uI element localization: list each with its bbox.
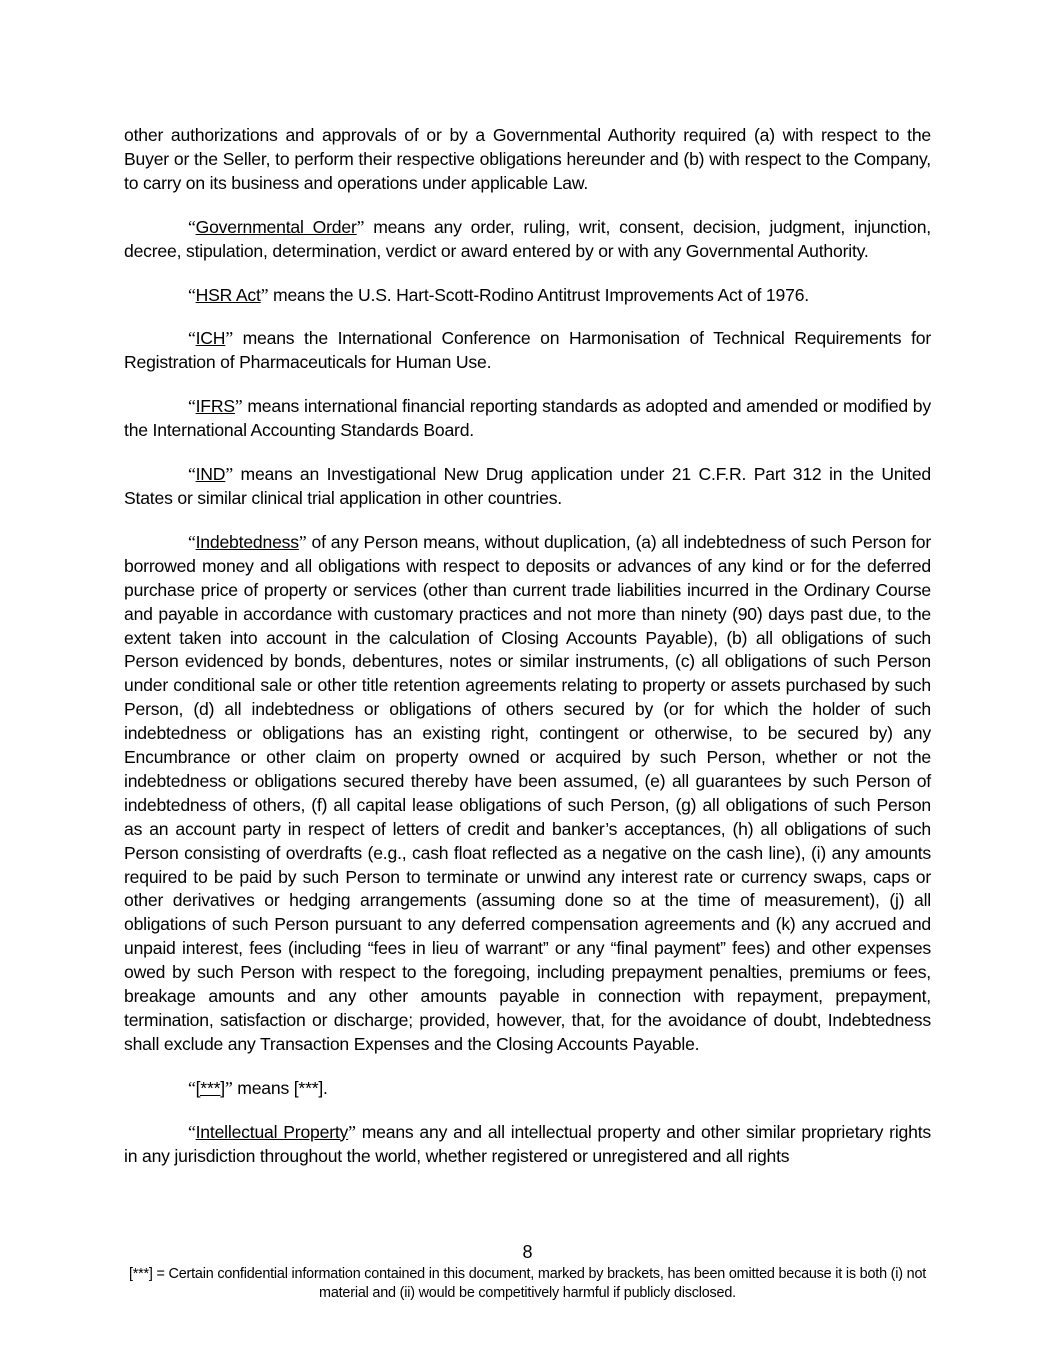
definition-text: means international financial reporting standards as adopted and amended or modified by the International Accounting Standards Board.	[124, 396, 931, 441]
defined-term: HSR Act	[195, 284, 261, 305]
close-quote: ”	[260, 284, 269, 305]
open-quote: “	[188, 1077, 196, 1098]
close-quote: ”	[348, 1121, 356, 1142]
definition-hsr-act	[124, 284, 931, 308]
definition-text: means an Investigational New Drug application under 21 C.F.R. Part 312 in the United States or similar clinical trial application in other countries.	[124, 464, 931, 508]
open-quote: “	[188, 216, 196, 237]
open-quote: “	[188, 531, 196, 552]
definition-text: means any order, ruling, writ, consent, decision, judgment, injunction, decree, stipulation, determination, verdict or award entered by or with any Governmental Authority.	[124, 216, 931, 261]
defined-term: Indebtedness	[195, 531, 299, 552]
close-quote: ”	[356, 216, 365, 237]
close-quote: ”	[224, 1077, 233, 1098]
close-quote: ”	[234, 396, 243, 417]
confidentiality-footnote: [***] = Certain confidential information contained in this document, marked by brackets, has been omitted because it is both (i) not material and (ii) would be competitively harmful if publicly disclosed.	[128, 1266, 927, 1301]
definition-text: means the International Conference on Harmonisation of Technical Requirements for Registration of Pharmaceuticals for Human Use.	[124, 328, 931, 373]
definition-text: means [***].	[232, 1077, 328, 1098]
open-quote: “	[188, 464, 196, 485]
definition-text: means the U.S. Hart-Scott-Rodino Antitrust Improvements Act of 1976.	[268, 284, 809, 305]
definition-governmental-order	[124, 216, 931, 264]
open-quote: “	[188, 1121, 196, 1142]
definition-indebtedness	[124, 531, 931, 1057]
defined-term: ICH	[195, 328, 226, 349]
close-quote: ”	[298, 531, 307, 552]
definition-text: means any and all intellectual property and other similar proprietary rights in any jurisdiction throughout the world, whether registered or unregistered and all rights	[124, 1121, 931, 1166]
page-number: 8	[522, 1242, 533, 1262]
definition-ich	[124, 327, 931, 375]
close-quote: ”	[225, 464, 233, 485]
definition-text: of any Person means, without duplication, (a) all indebtedness of such Person for borrowed money and all obligations with respect to deposits or advances of any kind or for the deferred purchase price of property or services (other than current trade liabilities incurred in the Ordinary Course and payable in accordance with customary practices and not more than ninety (90) days past due, to the extent taken into account in the calculation of Closing Accounts Payable), (b) all obligations of such Person evidenced by bonds, debentures, notes or similar instruments, (c) all obligations of such Person under conditional sale or other title retention agreements relating to property or assets purchased by such Person, (d) all indebtedness or obligations of others secured by (or for which the holder of such indebtedness or obligations has an existing right, contingent or otherwise, to be secured by) any Encumbrance or other claim on property owned or acquired by such Person, whether or not the indebtedness or obligations secured thereby have been assumed, (e) all guarantees by such Person of indebtedness of others, (f) all capital lease obligations of such Person, (g) all obligations of such Person as an account party in respect of letters of credit and banker’s acceptances, (h) all obligations of such Person consisting of overdrafts (e.g., cash float reflected as a negative on the cash line), (i) any amounts required to be paid by such Person to terminate or unwind any interest rate or currency swaps, caps or other derivatives or hedging arrangements (assuming done so at the time of measurement), (j) all obligations of such Person pursuant to any deferred compensation agreements and (k) any accrued and unpaid interest, fees (including “fees in lieu of warrant” or any “final payment” fees) and other expenses owed by such Person with respect to the foregoing, including prepayment penalties, premiums or fees, breakage amounts and any other amounts payable in connection with repayment, prepayment, termination, satisfaction or discharge; provided, however, that, for the avoidance of doubt, Indebtedness shall exclude any Transaction Expenses and the Closing Accounts Payable.	[124, 531, 931, 1054]
definition-ind	[124, 463, 931, 511]
paragraph-text: other authorizations and approvals of or by a Governmental Authority required (a) with respect to the Buyer or the Seller, to perform their respective obligations hereunder and (b) with respect to the Company, to carry on its business and operations under applicable Law.	[124, 125, 931, 193]
defined-term: IFRS	[195, 396, 235, 417]
definition-intellectual-property	[124, 1121, 931, 1169]
open-quote: “	[188, 284, 196, 305]
defined-term: Intellectual Property	[195, 1121, 349, 1142]
open-quote: “	[188, 396, 196, 417]
open-quote: “	[188, 328, 196, 349]
defined-term: IND	[195, 464, 226, 485]
paragraph-intro	[124, 124, 931, 196]
definition-ifrs	[124, 395, 931, 443]
definition-redacted	[124, 1077, 931, 1101]
close-quote: ”	[225, 328, 233, 349]
defined-term: [***]	[195, 1077, 225, 1098]
document-body	[124, 124, 931, 1189]
defined-term: Governmental Order	[195, 216, 357, 237]
